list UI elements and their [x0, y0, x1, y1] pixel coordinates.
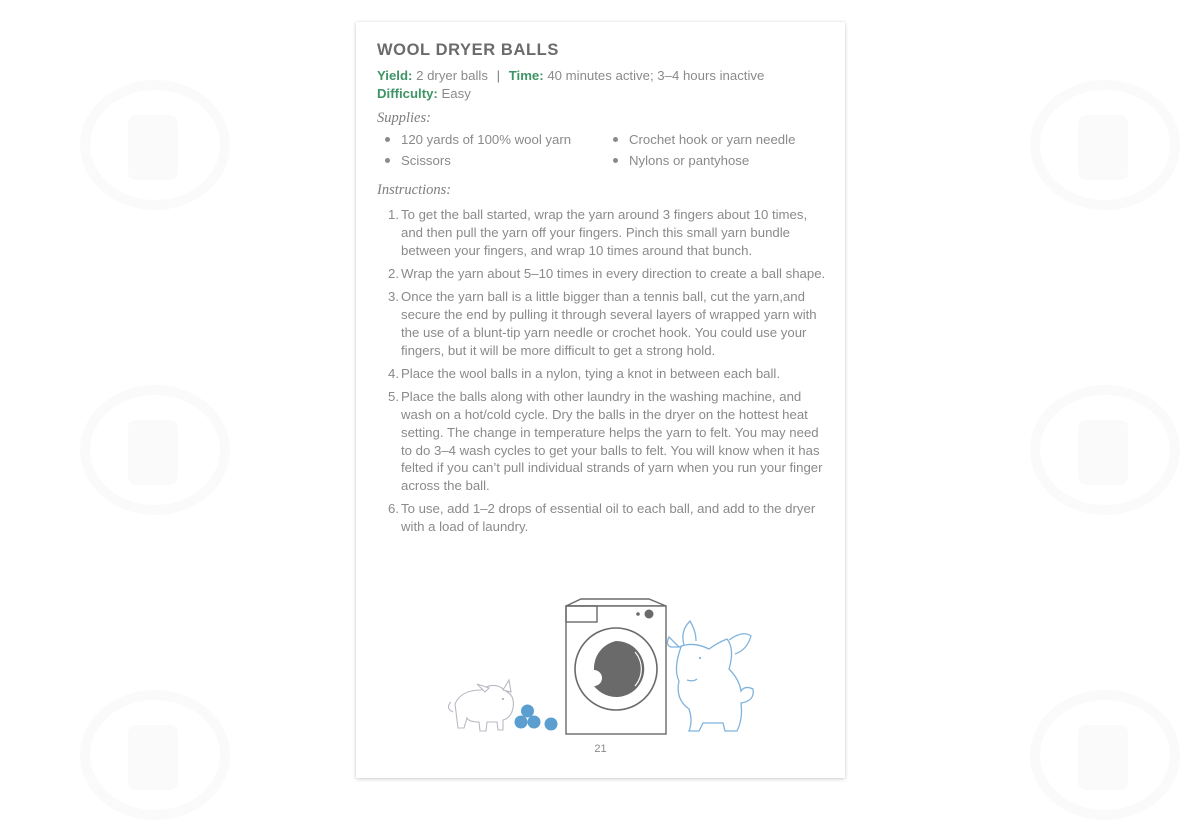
step-number: 2.	[388, 265, 399, 281]
bullet-icon	[385, 137, 390, 142]
background-watermark	[80, 385, 230, 515]
supply-item	[610, 153, 830, 168]
time-label: Time:	[508, 68, 544, 83]
bullet-icon	[613, 137, 618, 142]
supply-item	[382, 132, 610, 147]
step-text: To get the ball started, wrap the yarn around 3 fingers about 10 times, and then pull the yarn off your fingers. Pinch this small yarn bundle between your fingers, and wrap 10 times around that bunch.	[401, 207, 808, 258]
wool-balls-icon	[515, 705, 558, 731]
yield-value: 2 dryer balls	[416, 68, 488, 83]
background-watermark	[1030, 385, 1180, 515]
step-text: To use, add 1–2 drops of essential oil to each ball, and add to the dryer with a load of laundry.	[401, 501, 816, 535]
supply-text: Crochet hook or yarn needle	[629, 132, 796, 147]
step-text: Wrap the yarn about 5–10 times in every direction to create a ball shape.	[401, 265, 826, 281]
step-number: 3.	[388, 289, 399, 305]
instruction-step	[378, 288, 828, 359]
page-title: WOOL DRYER BALLS	[377, 41, 559, 59]
instruction-step	[378, 265, 828, 283]
step-number: 1.	[388, 207, 399, 222]
difficulty-label: Difficulty:	[377, 86, 438, 101]
instruction-step	[378, 388, 828, 495]
step-text: Once the yarn ball is a little bigger than a tennis ball, cut the yarn,and secure the end by pulling it through several layers of wrapped yarn with the use of a blunt-tip yarn needle or crochet hook. You could use your fingers, but it will be more difficult to get a strong hold.	[401, 289, 817, 358]
supply-text: 120 yards of 100% wool yarn	[401, 132, 572, 147]
background-watermark	[80, 80, 230, 210]
supply-text: Nylons or pantyhose	[629, 153, 750, 168]
step-text: Place the wool balls in a nylon, tying a knot in between each ball.	[401, 365, 781, 381]
instructions-list	[378, 206, 828, 542]
difficulty-value: Easy	[441, 86, 471, 101]
step-number: 6.	[388, 501, 399, 517]
large-pig-icon	[667, 621, 753, 731]
time-value: 40 minutes active; 3–4 hours inactive	[547, 68, 765, 83]
instruction-step	[378, 500, 828, 536]
supply-item	[382, 153, 610, 168]
yield-label: Yield:	[377, 68, 413, 83]
washing-machine-icon	[566, 599, 666, 734]
background-watermark	[1030, 80, 1180, 210]
small-pig-icon	[448, 680, 513, 731]
bullet-icon	[613, 158, 618, 163]
step-number: 4.	[388, 365, 399, 381]
meta-separator: |	[496, 68, 501, 83]
laundry-illustration	[441, 592, 781, 742]
bullet-icon	[385, 158, 390, 163]
step-number: 5.	[388, 389, 399, 405]
recipe-meta	[377, 67, 764, 103]
supplies-list	[382, 132, 832, 168]
instruction-step	[378, 365, 828, 383]
supply-item	[610, 132, 830, 147]
page-number: 21	[594, 743, 607, 755]
step-text: Place the balls along with other laundry in the washing machine, and wash on a hot/cold cycle. Dry the balls in the dryer on the hottest heat setting. The change in temperature helps the yarn to felt. You may need to do 3–4 wash cycles to get your balls to felt. You will know when it has felted if you can’t pull individual strands of yarn when you run your finger across the ball.	[401, 389, 823, 494]
background-watermark	[80, 690, 230, 820]
supplies-heading: Supplies:	[377, 110, 431, 126]
background-watermark	[1030, 690, 1180, 820]
instructions-heading: Instructions:	[377, 182, 452, 198]
instruction-step	[378, 206, 828, 259]
recipe-page	[356, 22, 845, 778]
supply-text: Scissors	[401, 153, 451, 168]
